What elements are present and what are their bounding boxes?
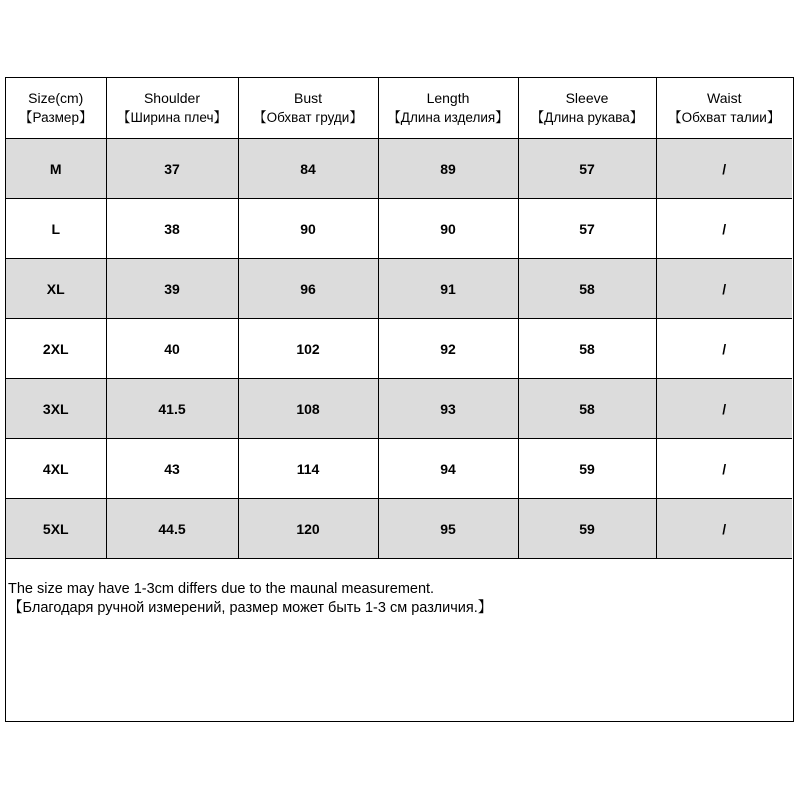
header-shoulder-en: Shoulder: [143, 90, 201, 106]
cell-bust: 120: [238, 499, 378, 559]
cell-bust: 84: [238, 139, 378, 199]
cell-sleeve: 58: [518, 259, 656, 319]
cell-length: 91: [378, 259, 518, 319]
header-sleeve-ru: 【Длина рукава】: [530, 110, 644, 125]
cell-length: 95: [378, 499, 518, 559]
header-sleeve: [518, 78, 656, 139]
cell-sleeve: 57: [518, 199, 656, 259]
size-chart-frame: [5, 77, 794, 722]
table-row: [6, 439, 792, 499]
header-sleeve-en: Sleeve: [565, 90, 609, 106]
cell-size: 4XL: [6, 439, 106, 499]
header-size-en: Size(cm): [28, 90, 84, 106]
cell-waist: /: [656, 319, 792, 379]
header-bust: [238, 78, 378, 139]
cell-bust: 90: [238, 199, 378, 259]
header-shoulder: [106, 78, 238, 139]
table-row: [6, 319, 792, 379]
cell-length: 94: [378, 439, 518, 499]
header-waist-en: Waist: [707, 90, 742, 106]
header-size-ru: 【Размер】: [19, 110, 93, 125]
header-length: [378, 78, 518, 139]
cell-waist: /: [656, 199, 792, 259]
header-size: [6, 78, 106, 139]
cell-sleeve: 58: [518, 319, 656, 379]
cell-waist: /: [656, 379, 792, 439]
table-row: [6, 199, 792, 259]
cell-size: 5XL: [6, 499, 106, 559]
table-row: [6, 139, 792, 199]
measurement-note-ru: 【Благодаря ручной измерений, размер может быть 1-3 см различия.】: [8, 600, 493, 616]
cell-length: 89: [378, 139, 518, 199]
cell-shoulder: 43: [106, 439, 238, 499]
table-row: [6, 499, 792, 559]
cell-sleeve: 59: [518, 439, 656, 499]
header-shoulder-ru: 【Ширина плеч】: [117, 110, 227, 125]
cell-shoulder: 41.5: [106, 379, 238, 439]
cell-length: 93: [378, 379, 518, 439]
measurement-note: [8, 580, 492, 618]
cell-waist: /: [656, 259, 792, 319]
cell-sleeve: 58: [518, 379, 656, 439]
measurement-note-en: The size may have 1-3cm differs due to the maunal measurement.: [8, 581, 435, 597]
cell-size: 3XL: [6, 379, 106, 439]
header-bust-ru: 【Обхват груди】: [253, 110, 363, 125]
size-chart-table: [6, 78, 792, 559]
cell-shoulder: 37: [106, 139, 238, 199]
header-length-ru: 【Длина изделия】: [387, 110, 509, 125]
table-row: [6, 379, 792, 439]
cell-bust: 96: [238, 259, 378, 319]
cell-shoulder: 38: [106, 199, 238, 259]
table-row: [6, 259, 792, 319]
cell-shoulder: 40: [106, 319, 238, 379]
cell-size: L: [6, 199, 106, 259]
cell-bust: 114: [238, 439, 378, 499]
table-header-row: [6, 78, 792, 139]
cell-waist: /: [656, 439, 792, 499]
cell-size: XL: [6, 259, 106, 319]
cell-size: 2XL: [6, 319, 106, 379]
cell-waist: /: [656, 499, 792, 559]
header-waist: [656, 78, 792, 139]
cell-bust: 108: [238, 379, 378, 439]
header-bust-en: Bust: [293, 90, 322, 106]
header-waist-ru: 【Обхват талии】: [668, 110, 781, 125]
cell-shoulder: 44.5: [106, 499, 238, 559]
header-length-en: Length: [426, 90, 470, 106]
cell-size: M: [6, 139, 106, 199]
cell-shoulder: 39: [106, 259, 238, 319]
cell-bust: 102: [238, 319, 378, 379]
cell-waist: /: [656, 139, 792, 199]
cell-length: 92: [378, 319, 518, 379]
cell-length: 90: [378, 199, 518, 259]
cell-sleeve: 57: [518, 139, 656, 199]
cell-sleeve: 59: [518, 499, 656, 559]
